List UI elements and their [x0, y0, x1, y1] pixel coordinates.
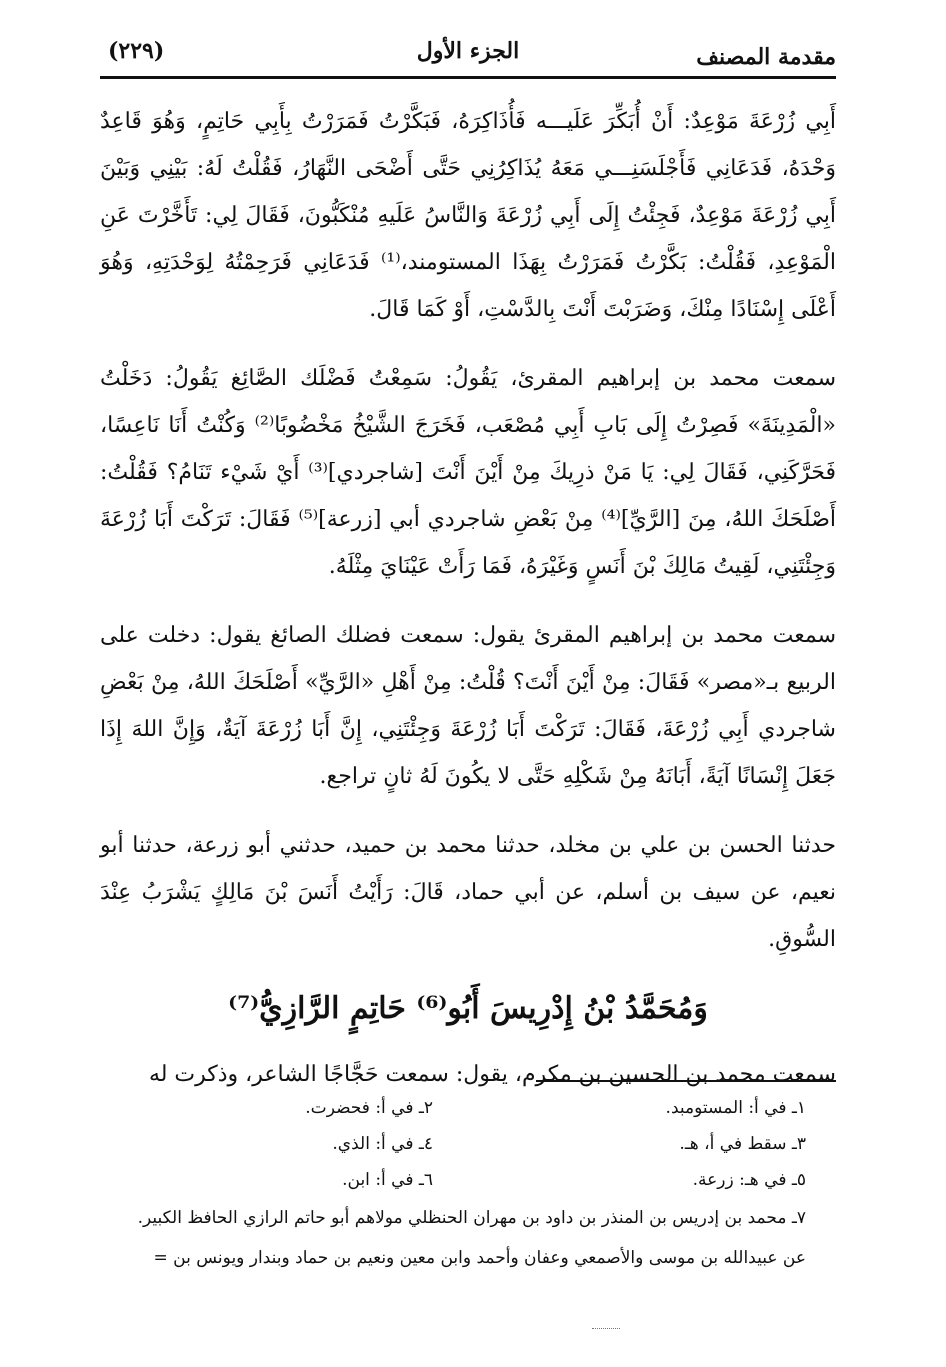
page-number: (٢٢٩): [108, 38, 165, 64]
main-text: [100, 98, 836, 1120]
footnote-divider: [536, 1080, 836, 1082]
footnotes: [100, 1090, 836, 1276]
footnote: ٣ـ سقط في أ، هـ.: [679, 1134, 806, 1154]
footnote: ١ـ في أ: المستومبد.: [665, 1098, 806, 1118]
paragraph: سمعت محمد بن إبراهيم المقرئ، يَقُولُ: سَمِعْتُ فَضْلَك الصَّائِغ يَقُولُ: دَخَلْتُ «الْمَدِينَةَ» فَصِرْتُ إِلَى بَابِ أَبِي مُصْعَب، فَخَرَجَ الشَّيْخُ مَخْضُوبًا⁽²⁾ وَكُنْتُ أَنَا نَاعِسًا، فَحَرَّكَنِي، فَقَالَ لِي: يَا مَنْ ذرِيكَ مِنْ أَيْنَ أَنْتَ [شاجردي]⁽³⁾ أَيْ شَيْء تَنَامُ؟ فَقُلْتُ: أَصْلَحَكَ اللهُ، مِنَ [الرَّيِّ]⁽⁴⁾ مِنْ بَعْضِ شاجردي أبي [زرعة]⁽⁵⁾ فَقَالَ: تَرَكْتَ أَبَا زُرْعَةَ وَجِئْتَنِي، لَقِيتُ مَالِكَ بْنَ أَنَسٍ وَغَيْرَهُ، فَمَا رَأَتْ عَيْنَايَ مِثْلَهُ.: [100, 366, 837, 579]
footnote-continuation: عن عبيدالله بن موسى والأصمعي وعفان وأحمد وابن معين ونعيم بن حماد وبندار ويونس بن =: [153, 1248, 806, 1268]
page-header: [100, 30, 836, 79]
footnote: ٤ـ في أ: الذي.: [332, 1134, 433, 1154]
paragraph: سمعت محمد بن إبراهيم المقرئ يقول: سمعت فضلك الصائغ يقول: دخلت على الربيع بـ«مصر» فَقَالَ: مِنْ أَيْنَ أَنْتَ؟ قُلْتُ: مِنْ أَهْلِ «الرَّيِّ» أَصْلَحَكَ اللهُ، مِنْ بَعْضِ شاجردي أَبِي زُرْعَةَ، فَقَالَ: تَرَكْتَ أَبَا زُرْعَةَ وَجِئْتَنِي، إِنَّ أَبَا زُرْعَةَ آيَةٌ، وَإِنَّ اللهَ إِذَا جَعَلَ إِنْسَانًا آيَةً، أَبَانَهُ مِنْ شَكْلِهِ حَتَّى لا يكُونَ لَهُ ثانٍ تراجع.: [100, 623, 836, 789]
part-title: الجزء الأول: [416, 38, 520, 64]
footnote: ٧ـ محمد بن إدريس بن المنذر بن داود بن مهران الحنظلي مولاهم أبو حاتم الرازي الحافظ الكبير.: [137, 1208, 806, 1228]
paragraph: أَبِي زُرْعَةَ مَوْعِدٌ: أَنْ أُبَكِّرَ عَلَيـــه فَأُذَاكِرَهُ، فَبَكَّرْتُ فَمَرَرْتُ بِأَبِي حَاتِمٍ، وَهُوَ قَاعِدٌ وَحْدَهُ، فَدَعَانِي فَأَجْلَسَنِـــي مَعَهُ يُذَاكِرُنِي حَتَّى أَضْحَى النَّهَارُ، فَقُلْتُ لَهُ: بَيْنِي وَبَيْنَ أَبِي زُرْعَةَ مَوْعِدٌ، فَجِئْتُ إِلَى أَبِي زُرْعَةَ وَالنَّاسُ عَلَيهِ مُنْكَبُّونَ، فَقَالَ لِي: تَأَخَّرْتَ عَنِ الْمَوْعِدِ، فَقُلْتُ: بَكَّرْتُ فَمَرَرْتُ بِهَذَا المستومند،⁽¹⁾ فَدَعَانِي فَرَحِمْتُهُ لِوَحْدَتِهِ، وَهُوَ أَعْلَى إِسْنَادًا مِنْكَ، وَضَرَبْتَ أَنْتَ بِالدَّسْتِ، أَوْ كَمَا قَالَ.: [100, 109, 837, 322]
biography-heading: وَمُحَمَّدُ بْنُ إِدْرِيسَ أَبُو⁽⁶⁾ حَاتِمٍ الرَّازِيُّ⁽⁷⁾: [228, 991, 708, 1026]
section-title: مقدمة المصنف: [696, 44, 836, 70]
footnote: ٥ـ في هـ: زرعة.: [692, 1170, 806, 1190]
paragraph: سمعت محمد بن الحسين بن مكرم، يقول: سمعت حَجَّاجًا الشاعر، وذكرت له: [148, 1062, 836, 1087]
footnote: ٢ـ في أ: فحضرت.: [305, 1098, 433, 1118]
paragraph: حدثنا الحسن بن علي بن مخلد، حدثنا محمد بن حميد، حدثني أبو زرعة، حدثنا أبو نعيم، عن سيف بن أسلم، عن أبي حماد، قَالَ: رَأَيْتُ أَنَسَ بْنَ مَالِكٍ يَشْرَبُ عِنْدَ السُّوقِ.: [100, 833, 836, 952]
footnote: ٦ـ في أ: ابن.: [342, 1170, 433, 1190]
scan-mark: [592, 1328, 620, 1335]
